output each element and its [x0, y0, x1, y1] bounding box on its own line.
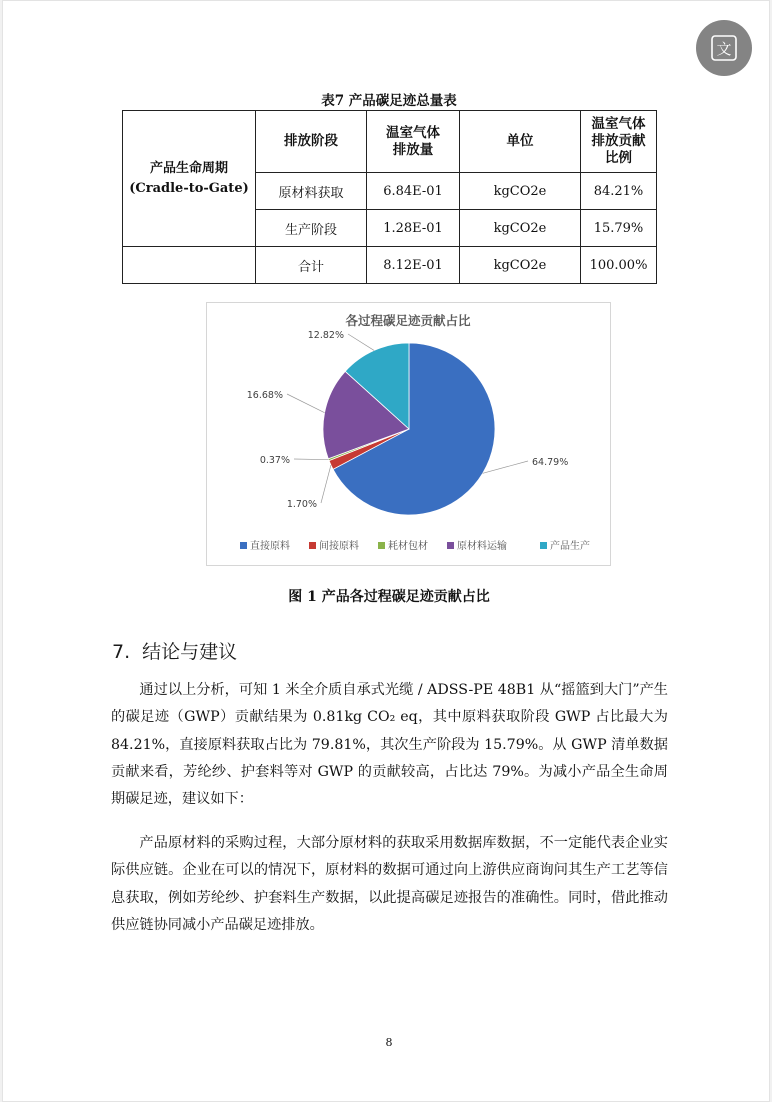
unit-cell: kgCO2e — [460, 173, 581, 210]
data-label: 12.82% — [307, 330, 344, 341]
legend-label: 产品生产 — [550, 541, 590, 552]
legend-swatch — [240, 542, 247, 549]
chart-legend — [240, 539, 590, 552]
header-share-line: 温室气体 — [591, 116, 646, 132]
header-emission-line: 排放量 — [392, 141, 434, 158]
unit-cell: kgCO2e — [460, 210, 581, 247]
carbon-footprint-table — [122, 110, 657, 284]
header-share — [581, 111, 657, 173]
data-label: 1.70% — [286, 499, 317, 510]
translate-button[interactable] — [696, 20, 752, 76]
unit-cell: kgCO2e — [460, 247, 581, 284]
legend-swatch — [447, 542, 454, 549]
legend-swatch — [309, 542, 316, 549]
label-leader-line — [348, 334, 374, 350]
legend-label: 直接原料 — [250, 541, 290, 552]
header-share-line: 比例 — [605, 150, 632, 166]
header-share-line: 排放贡献 — [591, 133, 646, 149]
legend-swatch — [378, 542, 385, 549]
legend-label: 原材料运输 — [457, 541, 507, 552]
header-stage: 排放阶段 — [256, 111, 367, 173]
data-label: 16.68% — [246, 390, 283, 401]
lifecycle-scope: (Cradle-to-Gate) — [129, 180, 249, 196]
translate-icon — [709, 33, 739, 63]
paragraph: 产品原材料的采购过程，大部分原材料的获取采用数据库数据，不一定能代表企业实际供应链。企业在可以的情况下，原材料的数据可通过向上游供应商询问其生产工艺等信息获取，例如芳纶纱、护套料生产数据，以此提高碳足迹报告的准确性。同时，借此推动供应链协同减小产品碳足迹排放。 — [111, 835, 668, 933]
section-title: 结论与建议 — [142, 641, 238, 663]
section-number: 7. — [112, 641, 131, 663]
header-emission — [367, 111, 460, 173]
emission-cell: 8.12E-01 — [367, 247, 460, 284]
share-cell: 84.21% — [581, 173, 657, 210]
stage-cell-total-spacer — [123, 247, 256, 284]
legend-label: 耗材包材 — [388, 541, 428, 552]
share-cell: 100.00% — [581, 247, 657, 284]
table-caption: 表7 产品碳足迹总量表 — [321, 93, 457, 109]
data-label: 64.79% — [532, 457, 569, 468]
emission-cell: 1.28E-01 — [367, 210, 460, 247]
table-row — [123, 247, 657, 284]
data-label: 0.37% — [259, 455, 290, 466]
figure-caption: 图 1 产品各过程碳足迹贡献占比 — [288, 589, 490, 605]
pie-chart — [206, 302, 611, 566]
emission-cell: 6.84E-01 — [367, 173, 460, 210]
header-unit: 单位 — [460, 111, 581, 173]
header-emission-line: 温室气体 — [386, 124, 440, 141]
lifecycle-label: 产品生命周期 — [149, 160, 228, 176]
pie-slices — [323, 343, 495, 515]
document-page — [2, 0, 770, 1102]
label-leader-line — [483, 461, 528, 473]
page-number: 8 — [385, 1036, 393, 1049]
stage-cell: 合计 — [256, 247, 367, 284]
translate-glyph: 文 — [716, 40, 732, 58]
label-leader-line — [321, 465, 331, 503]
label-leader-line — [287, 394, 325, 413]
table-header-row — [123, 111, 657, 173]
lifecycle-label-cell — [123, 111, 256, 247]
chart-title: 各过程碳足迹贡献占比 — [345, 313, 471, 328]
section-heading — [112, 637, 237, 664]
stage-cell: 原材料获取 — [256, 173, 367, 210]
legend-swatch — [540, 542, 547, 549]
paragraph: 通过以上分析，可知 1 米全介质自承式光缆 / ADSS-PE 48B1 从“摇篮到大门”产生的碳足迹（GWP）贡献结果为 0.81kg CO₂ eq，其中原料获取阶段 GWP 占比最大为 84.21%，直接原料获取占比为 79.81%，其次生产阶段为 15.79%。从 GWP 清单数据贡献来看，芳纶纱、护套料等对 GWP 的贡献较高，占比达 79%。为减小产品全生命周期碳足迹，建议如下： — [111, 682, 668, 808]
label-leader-line — [294, 459, 329, 460]
legend-label: 间接原料 — [319, 541, 359, 552]
pie-chart-canvas — [207, 303, 610, 565]
stage-cell: 生产阶段 — [256, 210, 367, 247]
share-cell: 15.79% — [581, 210, 657, 247]
